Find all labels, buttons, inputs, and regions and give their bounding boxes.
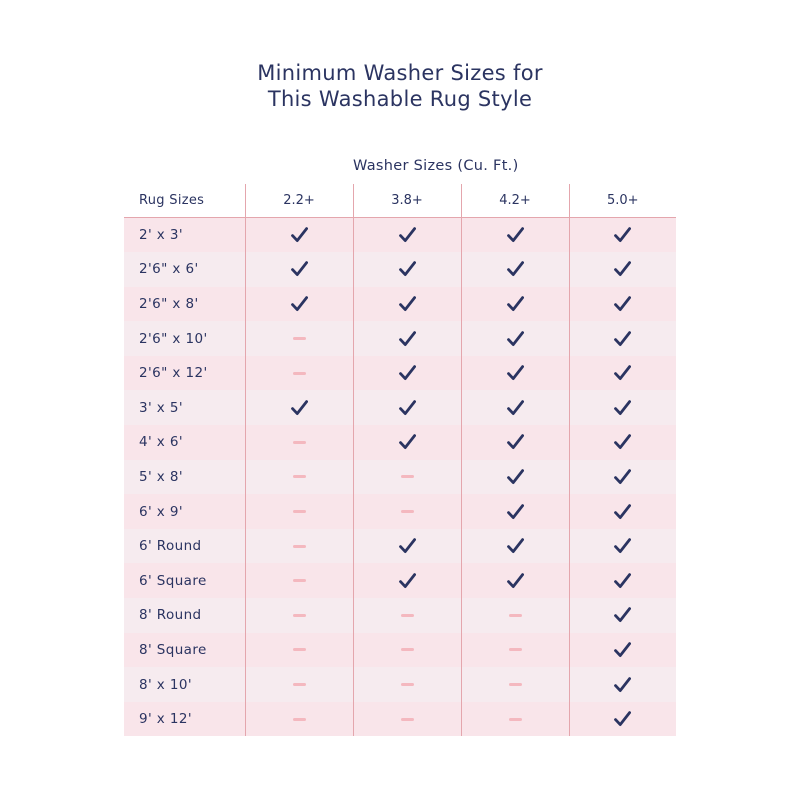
dash-icon [401,648,414,651]
column-header-5-0: 5.0+ [569,184,676,218]
fit-cell [353,356,461,391]
fit-cell [245,667,353,702]
fit-cell [245,218,353,253]
dash-icon [509,614,522,617]
table-row [124,494,676,529]
dash-icon [401,683,414,686]
fit-cell [461,321,569,356]
dash-icon [401,718,414,721]
fit-cell [461,702,569,737]
fit-cell [245,321,353,356]
fit-cell [353,702,461,737]
dash-icon [293,648,306,651]
fit-cell [353,390,461,425]
rug-size-label: 2' x 3' [124,218,245,253]
table-row [124,667,676,702]
check-icon [246,400,353,416]
fit-cell [461,633,569,668]
fit-cell [353,425,461,460]
dash-icon [293,372,306,375]
check-icon [354,400,461,416]
table-row [124,598,676,633]
fit-cell [461,425,569,460]
fit-cell [569,494,676,529]
fit-cell [569,598,676,633]
fit-cell [245,356,353,391]
fit-cell [461,529,569,564]
table-row [124,529,676,564]
table-row [124,390,676,425]
fit-cell [353,529,461,564]
table-row [124,460,676,495]
fit-cell [569,633,676,668]
fit-cell [353,563,461,598]
rug-sizes-header: Rug Sizes [124,184,245,218]
table-row [124,563,676,598]
check-icon [570,538,677,554]
rug-size-label: 8' Round [124,598,245,633]
rug-size-label: 2'6" x 6' [124,252,245,287]
fit-cell [569,287,676,322]
check-icon [570,434,677,450]
check-icon [570,504,677,520]
dash-icon [401,475,414,478]
dash-icon [293,683,306,686]
check-icon [354,331,461,347]
check-icon [462,538,569,554]
fit-cell [461,667,569,702]
fit-cell [245,390,353,425]
fit-cell [245,460,353,495]
check-icon [354,573,461,589]
rug-size-label: 2'6" x 12' [124,356,245,391]
fit-cell [461,460,569,495]
page-title [0,60,800,112]
dash-icon [401,510,414,513]
table-row [124,218,676,253]
check-icon [570,331,677,347]
table-row [124,633,676,668]
column-header-2-2: 2.2+ [245,184,353,218]
check-icon [354,296,461,312]
dash-icon [293,337,306,340]
rug-size-label: 8' Square [124,633,245,668]
fit-cell [353,460,461,495]
rug-size-label: 2'6" x 10' [124,321,245,356]
check-icon [462,400,569,416]
fit-cell [461,563,569,598]
check-icon [462,365,569,381]
table-row [124,702,676,737]
table-row [124,287,676,322]
fit-cell [569,702,676,737]
check-icon [462,504,569,520]
washer-sizes-subheader: Washer Sizes (Cu. Ft.) [353,158,519,174]
check-icon [354,261,461,277]
dash-icon [293,475,306,478]
fit-cell [245,598,353,633]
table-header-row [124,184,676,218]
rug-size-label: 6' Square [124,563,245,598]
fit-cell [569,252,676,287]
dash-icon [509,648,522,651]
rug-size-label: 4' x 6' [124,425,245,460]
fit-cell [353,218,461,253]
check-icon [570,573,677,589]
check-icon [570,227,677,243]
check-icon [570,711,677,727]
check-icon [570,400,677,416]
check-icon [462,331,569,347]
fit-cell [245,702,353,737]
fit-cell [461,598,569,633]
fit-cell [353,287,461,322]
fit-cell [461,494,569,529]
rug-size-label: 2'6" x 8' [124,287,245,322]
rug-size-label: 8' x 10' [124,667,245,702]
fit-cell [461,252,569,287]
column-header-3-8: 3.8+ [353,184,461,218]
check-icon [570,677,677,693]
rug-size-label: 3' x 5' [124,390,245,425]
dash-icon [401,614,414,617]
washer-size-table [124,184,676,736]
check-icon [462,573,569,589]
table-row [124,321,676,356]
check-icon [354,227,461,243]
check-icon [246,296,353,312]
check-icon [570,296,677,312]
fit-cell [245,529,353,564]
fit-cell [353,598,461,633]
fit-cell [569,460,676,495]
rug-size-label: 6' Round [124,529,245,564]
check-icon [570,365,677,381]
check-icon [246,261,353,277]
check-icon [462,261,569,277]
fit-cell [245,287,353,322]
fit-cell [353,321,461,356]
check-icon [354,365,461,381]
fit-cell [245,633,353,668]
title-line-1: Minimum Washer Sizes for [257,61,543,85]
check-icon [462,469,569,485]
check-icon [570,642,677,658]
dash-icon [293,441,306,444]
fit-cell [569,390,676,425]
table-body [124,218,676,737]
fit-cell [569,667,676,702]
fit-cell [245,425,353,460]
fit-cell [461,390,569,425]
fit-cell [569,321,676,356]
fit-cell [245,252,353,287]
check-icon [570,607,677,623]
table-row [124,356,676,391]
fit-cell [461,356,569,391]
fit-cell [569,425,676,460]
fit-cell [353,633,461,668]
column-header-4-2: 4.2+ [461,184,569,218]
check-icon [354,434,461,450]
rug-size-label: 9' x 12' [124,702,245,737]
check-icon [462,434,569,450]
check-icon [246,227,353,243]
dash-icon [293,579,306,582]
check-icon [570,469,677,485]
fit-cell [245,494,353,529]
table-row [124,252,676,287]
check-icon [462,296,569,312]
fit-cell [461,287,569,322]
rug-size-label: 5' x 8' [124,460,245,495]
dash-icon [293,718,306,721]
fit-cell [461,218,569,253]
check-icon [462,227,569,243]
table-row [124,425,676,460]
fit-cell [353,252,461,287]
fit-cell [245,563,353,598]
fit-cell [569,218,676,253]
fit-cell [353,494,461,529]
fit-cell [353,667,461,702]
rug-size-label: 6' x 9' [124,494,245,529]
title-line-2: This Washable Rug Style [267,87,533,111]
dash-icon [293,614,306,617]
dash-icon [293,510,306,513]
fit-cell [569,529,676,564]
dash-icon [293,545,306,548]
check-icon [354,538,461,554]
check-icon [570,261,677,277]
fit-cell [569,356,676,391]
fit-cell [569,563,676,598]
dash-icon [509,718,522,721]
dash-icon [509,683,522,686]
